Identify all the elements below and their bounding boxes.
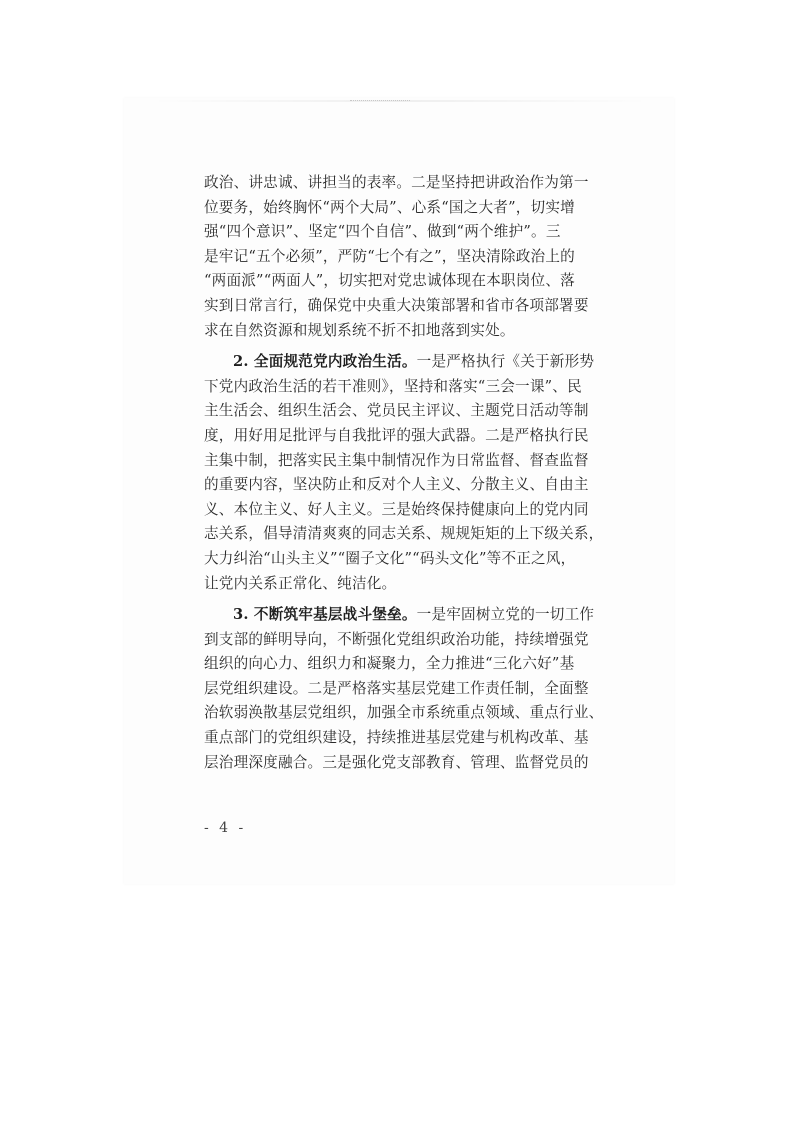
text-line: 治软弱涣散基层党组织，加强全市系统重点领域、重点行业、 bbox=[204, 704, 604, 722]
text-line: 下党内政治生活的若干准则》，坚持和落实“三会一课”、民 bbox=[204, 377, 582, 395]
text-line: 政治、讲忠诚、讲担当的表率。二是坚持把讲政治作为第一 bbox=[204, 174, 589, 191]
section-heading: 3. 不断筑牢基层战斗堡垒。 bbox=[233, 606, 417, 624]
text-line: 层治理深度融合。三是强化党支部教育、管理、监督党员的 bbox=[204, 753, 589, 771]
section-heading: 2. 全面规范党内政治生活。 bbox=[233, 353, 417, 371]
text-line: 主集中制，把落实民主集中制情况作为日常监督、督查监督 bbox=[204, 451, 589, 469]
text-run: 一是牢固树立党的一切工作 bbox=[416, 606, 595, 624]
text-line: 主生活会、组织生活会、党员民主评议、主题党日活动等制 bbox=[204, 402, 589, 420]
text-line: “两面派”“两面人”，切实把对党忠诚体现在本职岗位、落 bbox=[204, 272, 575, 290]
text-line: 位要务，始终胸怀“两个大局”、心系“国之大者”，切实增 bbox=[204, 198, 575, 216]
text-line: 的重要内容，坚决防止和反对个人主义、分散主义、自由主 bbox=[204, 476, 589, 494]
text-line: 义、本位主义、好人主义。三是始终保持健康向上的党内同 bbox=[204, 500, 589, 518]
paragraph-first-line bbox=[204, 350, 595, 375]
paragraph-3 bbox=[204, 603, 604, 775]
text-line: 层党组织建设。二是严格落实基层党建工作责任制，全面整 bbox=[204, 679, 589, 697]
text-line: 志关系，倡导清清爽爽的同志关系、规规矩矩的上下级关系， bbox=[204, 525, 604, 543]
text-line: 让党内关系正常化、纯洁化。 bbox=[204, 574, 397, 592]
text-line: 大力纠治“山头主义”“圈子文化”“码头文化”等不正之风， bbox=[204, 549, 576, 567]
page-number: - 4 - bbox=[204, 820, 247, 836]
text-run: 一是严格执行《关于新形势 bbox=[416, 353, 595, 371]
text-line: 组织的向心力、组织力和凝聚力，全力推进“三化六好”基 bbox=[204, 655, 575, 673]
paragraph-first-line bbox=[204, 603, 595, 628]
text-line: 强“四个意识”、坚定“四个自信”、做到“两个维护”。三 bbox=[204, 223, 561, 241]
text-line: 到支部的鲜明导向，不断强化党组织政治功能，持续增强党 bbox=[204, 630, 589, 648]
text-line: 度，用好用足批评与自我批评的强大武器。二是严格执行民 bbox=[204, 426, 589, 444]
text-line: 实到日常言行，确保党中央重大决策部署和省市各项部署要 bbox=[204, 296, 589, 314]
document-body bbox=[204, 171, 604, 775]
scan-artifact-mark bbox=[350, 96, 410, 101]
paragraph-1 bbox=[204, 171, 589, 343]
paragraph-2 bbox=[204, 350, 604, 596]
text-line: 重点部门的党组织建设，持续推进基层党建与机构改革、基 bbox=[204, 729, 589, 747]
text-line: 求在自然资源和规划系统不折不扣地落到实处。 bbox=[204, 321, 515, 339]
text-line: 是牢记“五个必须”，严防“七个有之”，坚决清除政治上的 bbox=[204, 247, 575, 265]
